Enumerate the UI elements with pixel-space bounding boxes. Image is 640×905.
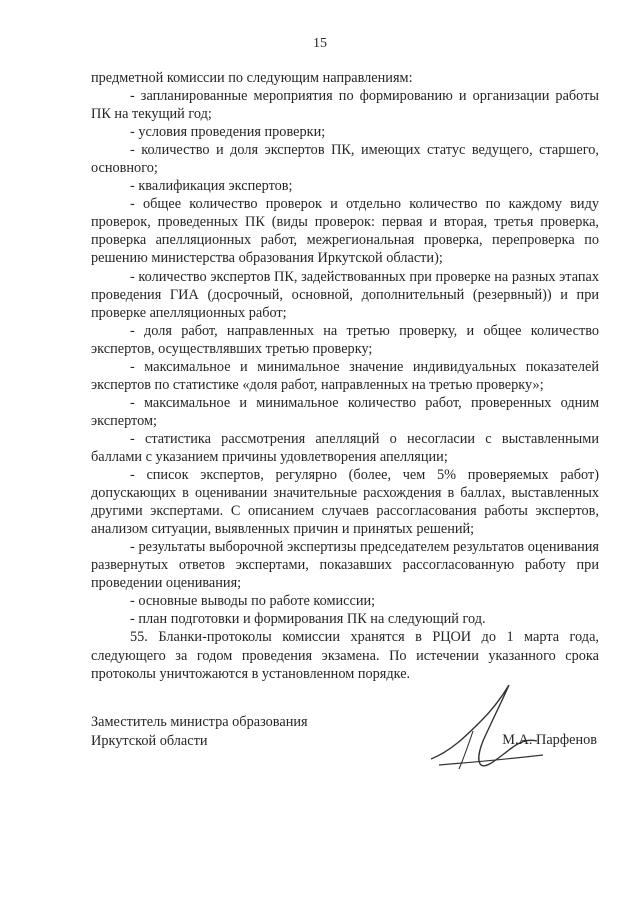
paragraph: - квалификация экспертов;	[130, 178, 293, 195]
paragraph: - общее количество проверок и отдельно количество по каждому виду проверок, проведенных ПК (виды проверок: первая и вторая, третья проверка, проверка апелляционных работ, межрегиональная проверка, перепроверка по решению министерства образования Иркутской области);	[91, 196, 599, 267]
paragraph: - запланированные мероприятия по формированию и организации работы ПК на текущий год;	[91, 88, 599, 123]
paragraph: - статистика рассмотрения апелляций о несогласии с выставленными баллами с указанием причины удовлетворения апелляции;	[91, 430, 599, 465]
signatory-position-line-2: Иркутской области	[91, 733, 208, 749]
paragraph: - условия проведения проверки;	[130, 124, 326, 141]
paragraph: 55. Бланки-протоколы комиссии хранятся в РЦОИ до 1 марта года, следующего за годом проведения экзамена. По истечении указанного срока протоколы уничтожаются в установленном порядке.	[91, 629, 599, 682]
paragraph: - план подготовки и формирования ПК на следующий год.	[130, 611, 486, 628]
signatory-position-line-1: Заместитель министра образования	[91, 714, 308, 730]
signature-block	[91, 713, 599, 803]
paragraph: - количество и доля экспертов ПК, имеющих статус ведущего, старшего, основного;	[91, 142, 599, 177]
paragraph: предметной комиссии по следующим направлениям:	[91, 70, 413, 86]
paragraph: - максимальное и минимальное количество работ, проверенных одним экспертом;	[91, 394, 599, 429]
signatory-name: М.А. Парфенов	[502, 732, 597, 748]
document-body	[91, 69, 599, 683]
handwritten-signature	[421, 681, 551, 776]
paragraph: - основные выводы по работе комиссии;	[130, 593, 376, 610]
paragraph: - результаты выборочной экспертизы председателем результатов оценивания развернутых ответов экспертами, показавших рассогласованную работу при проведении оценивания;	[91, 539, 599, 592]
signatory-position	[91, 713, 308, 751]
paragraph: - список экспертов, регулярно (более, чем 5% проверяемых работ) допускающих в оценивании значительные расхождения в баллах, выставленных другими экспертами. С описанием случаев рассогласования работы экспертов, анализом ситуации, выявленных причин и принятых решений;	[91, 467, 599, 538]
paragraph: - доля работ, направленных на третью проверку, и общее количество экспертов, осуществлявших третью проверку;	[91, 322, 599, 357]
page-number: 15	[313, 36, 327, 51]
paragraph: - количество экспертов ПК, задействованных при проверке на разных этапах проведения ГИА (досрочный, основной, дополнительный (резервный)) и при проверке апелляционных работ;	[91, 268, 599, 321]
paragraph: - максимальное и минимальное значение индивидуальных показателей экспертов по статистике «доля работ, направленных на третью проверку»;	[91, 358, 599, 393]
